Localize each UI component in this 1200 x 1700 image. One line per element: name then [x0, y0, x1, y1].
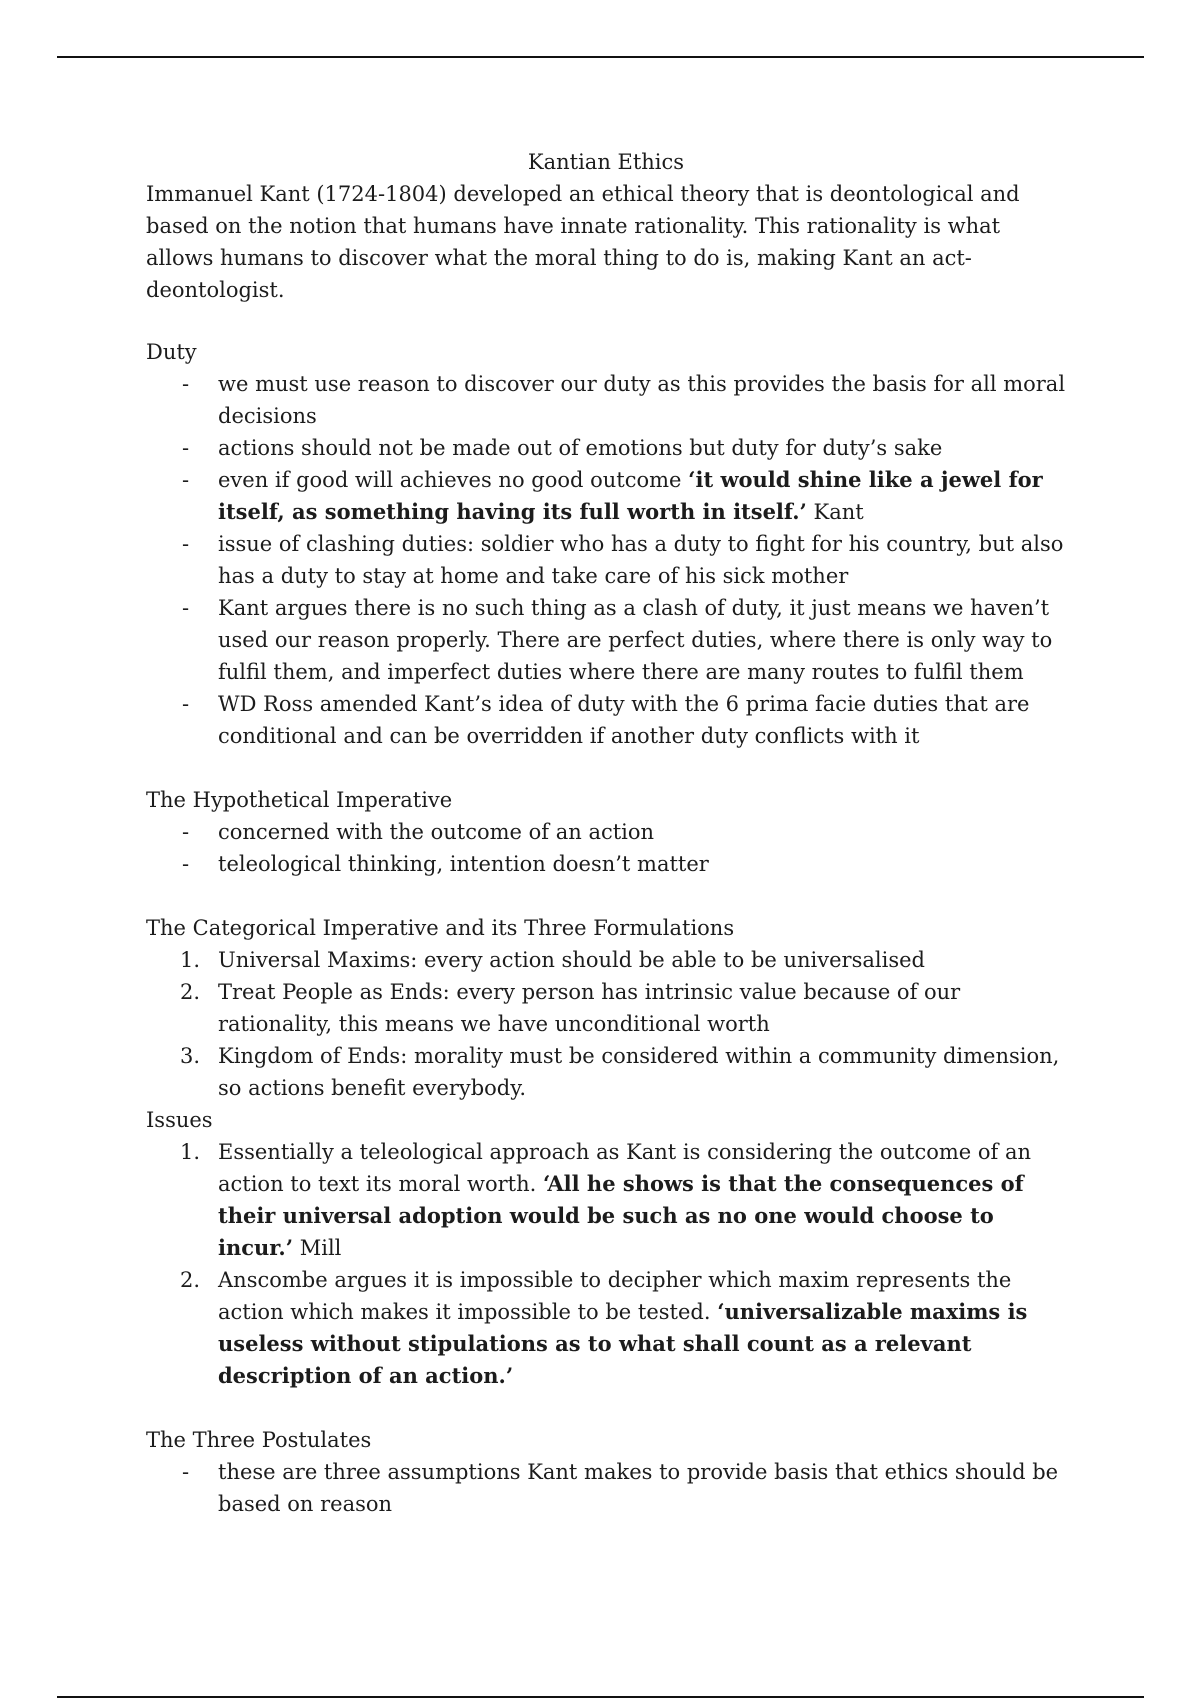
bullet-dash: -	[182, 1460, 190, 1484]
categorical-list	[146, 944, 1066, 1104]
list-item: 3. Kingdom of Ends: morality must be considered within a community dimension, so actions benefit everybody.	[146, 1040, 1066, 1104]
list-item: - teleological thinking, intention doesn’t matter	[146, 848, 1066, 880]
list-item: 1. Essentially a teleological approach as Kant is considering the outcome of an action to text its moral worth. ‘All he shows is that the consequences of their universal adoption would be such as no one would choose to incur.’ Mill	[146, 1136, 1066, 1264]
list-item: - these are three assumptions Kant makes to provide basis that ethics should be based on reason	[146, 1456, 1066, 1520]
categorical-heading: The Categorical Imperative and its Three Formulations	[146, 916, 735, 940]
bullet-dash: -	[182, 532, 190, 556]
anscombe-quote: ‘universalizable maxims is useless without stipulations as to what shall count as a relevant description of an action.’	[218, 1299, 1028, 1388]
list-number: 1.	[180, 1140, 201, 1164]
duty-heading: Duty	[146, 340, 197, 364]
list-item: - we must use reason to discover our duty as this provides the basis for all moral decisions	[146, 368, 1066, 432]
bullet-dash: -	[182, 596, 190, 620]
list-item: - Kant argues there is no such thing as a clash of duty, it just means we haven’t used our reason properly. There are perfect duties, where there is only way to fulfil them, and imperfect duties where there are many routes to fulfil them	[146, 592, 1066, 688]
postulates-heading: The Three Postulates	[146, 1428, 372, 1452]
intro-paragraph: Immanuel Kant (1724-1804) developed an ethical theory that is deontological and based on the notion that humans have innate rationality. This rationality is what allows humans to discover what the moral thing to do is, making Kant an act-deontologist.	[146, 182, 1020, 302]
kant-quote: ‘it would shine like a jewel for itself, as something having its full worth in itself.’	[218, 467, 1043, 524]
bullet-dash: -	[182, 468, 190, 492]
hypothetical-list	[146, 816, 1066, 880]
list-number: 2.	[180, 980, 201, 1004]
issues-heading: Issues	[146, 1108, 213, 1132]
list-item: 1. Universal Maxims: every action should be able to be universalised	[146, 944, 1066, 976]
top-rule	[57, 56, 1144, 58]
list-number: 2.	[180, 1268, 201, 1292]
bullet-dash: -	[182, 692, 190, 716]
list-number: 1.	[180, 948, 201, 972]
duty-list	[146, 368, 1066, 752]
bullet-dash: -	[182, 436, 190, 460]
bullet-dash: -	[182, 372, 190, 396]
list-item: - actions should not be made out of emotions but duty for duty’s sake	[146, 432, 1066, 464]
list-item: - concerned with the outcome of an action	[146, 816, 1066, 848]
list-number: 3.	[180, 1044, 201, 1068]
postulates-list	[146, 1456, 1066, 1520]
issues-list	[146, 1136, 1066, 1392]
list-item: - WD Ross amended Kant’s idea of duty with the 6 prima facie duties that are conditional and can be overridden if another duty conflicts with it	[146, 688, 1066, 752]
hypothetical-heading: The Hypothetical Imperative	[146, 788, 453, 812]
list-item: - even if good will achieves no good outcome ‘it would shine like a jewel for itself, as something having its full worth in itself.’ Kant	[146, 464, 1066, 528]
list-item: 2. Anscombe argues it is impossible to decipher which maxim represents the action which makes it impossible to be tested. ‘universalizable maxims is useless without stipulations as to what shall count as a relevant description of an action.’	[146, 1264, 1066, 1392]
document-title: Kantian Ethics	[527, 150, 685, 174]
bullet-dash: -	[182, 820, 190, 844]
list-item: - issue of clashing duties: soldier who has a duty to fight for his country, but also has a duty to stay at home and take care of his sick mother	[146, 528, 1066, 592]
document-page	[146, 146, 1066, 1520]
mill-quote: ‘All he shows is that the consequences of their universal adoption would be such as no one would choose to incur.’	[218, 1171, 1024, 1260]
list-item: 2. Treat People as Ends: every person has intrinsic value because of our rationality, this means we have unconditional worth	[146, 976, 1066, 1040]
bullet-dash: -	[182, 852, 190, 876]
bottom-rule	[57, 1696, 1144, 1698]
